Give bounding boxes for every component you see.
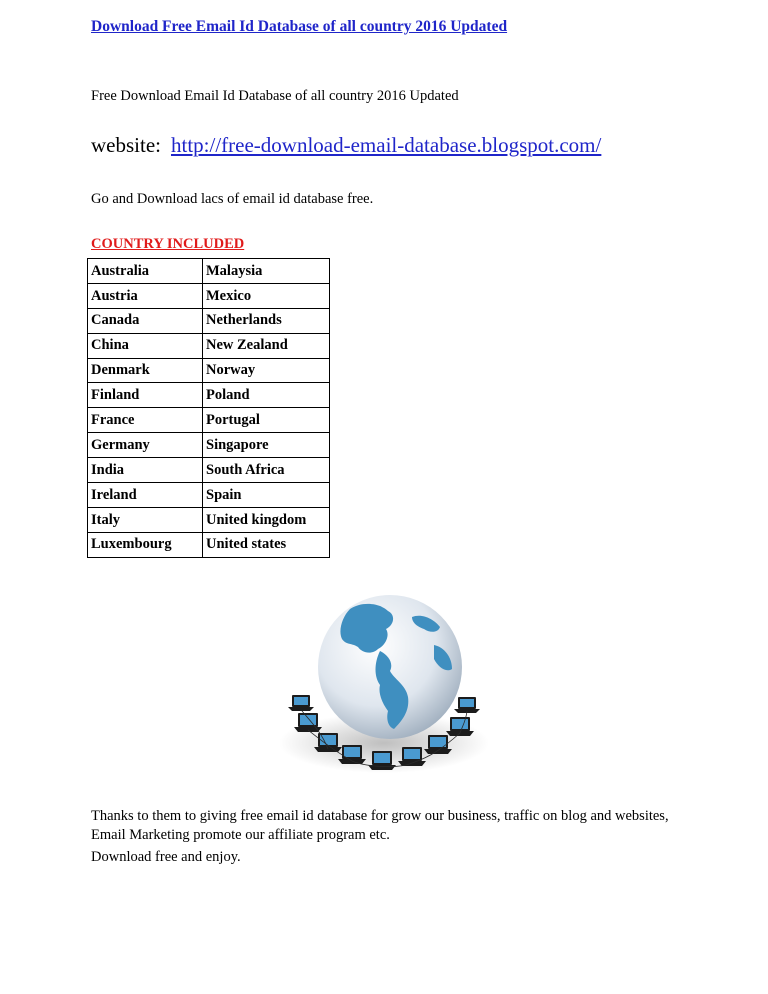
country-cell: Spain (203, 483, 330, 508)
table-row (88, 283, 330, 308)
table-row (88, 507, 330, 532)
table-row (88, 308, 330, 333)
tagline: Go and Download lacs of email id database free. (91, 191, 374, 207)
country-cell: Poland (203, 383, 330, 408)
document-subtitle: Free Download Email Id Database of all country 2016 Updated (91, 88, 459, 104)
country-cell: Denmark (88, 358, 203, 383)
country-cell: Mexico (203, 283, 330, 308)
country-cell: New Zealand (203, 333, 330, 358)
country-cell: Ireland (88, 483, 203, 508)
table-row (88, 532, 330, 557)
website-line (91, 133, 601, 158)
table-row (88, 358, 330, 383)
section-heading: COUNTRY INCLUDED (91, 236, 245, 252)
country-cell: Finland (88, 383, 203, 408)
country-cell: United kingdom (203, 507, 330, 532)
table-row (88, 408, 330, 433)
website-link[interactable]: http://free-download-email-database.blogspot.com/ (170, 133, 602, 157)
website-label: website: (91, 133, 161, 157)
table-row (88, 433, 330, 458)
table-row (88, 259, 330, 284)
table-row (88, 483, 330, 508)
country-cell: Italy (88, 507, 203, 532)
country-cell: Malaysia (203, 259, 330, 284)
country-cell: Singapore (203, 433, 330, 458)
country-cell: China (88, 333, 203, 358)
table-row (88, 333, 330, 358)
country-cell: Australia (88, 259, 203, 284)
document-title[interactable]: Download Free Email Id Database of all country 2016 Updated (91, 18, 508, 35)
globe-with-networked-laptops-icon (262, 593, 506, 790)
country-cell: South Africa (203, 458, 330, 483)
country-cell: Luxembourg (88, 532, 203, 557)
country-cell: Portugal (203, 408, 330, 433)
country-cell: Canada (88, 308, 203, 333)
table-row (88, 458, 330, 483)
country-cell: India (88, 458, 203, 483)
globe-network-illustration (262, 593, 506, 790)
country-cell: Netherlands (203, 308, 330, 333)
country-cell: United states (203, 532, 330, 557)
table-row (88, 383, 330, 408)
country-cell: Germany (88, 433, 203, 458)
closing-line: Download free and enjoy. (91, 849, 241, 865)
country-table (87, 258, 330, 558)
country-cell: Norway (203, 358, 330, 383)
country-cell: France (88, 408, 203, 433)
country-cell: Austria (88, 283, 203, 308)
thanks-paragraph: Thanks to them to giving free email id database for grow our business, traffic on blog and websites, Email Marketing promote our affiliate program etc. (91, 808, 669, 843)
